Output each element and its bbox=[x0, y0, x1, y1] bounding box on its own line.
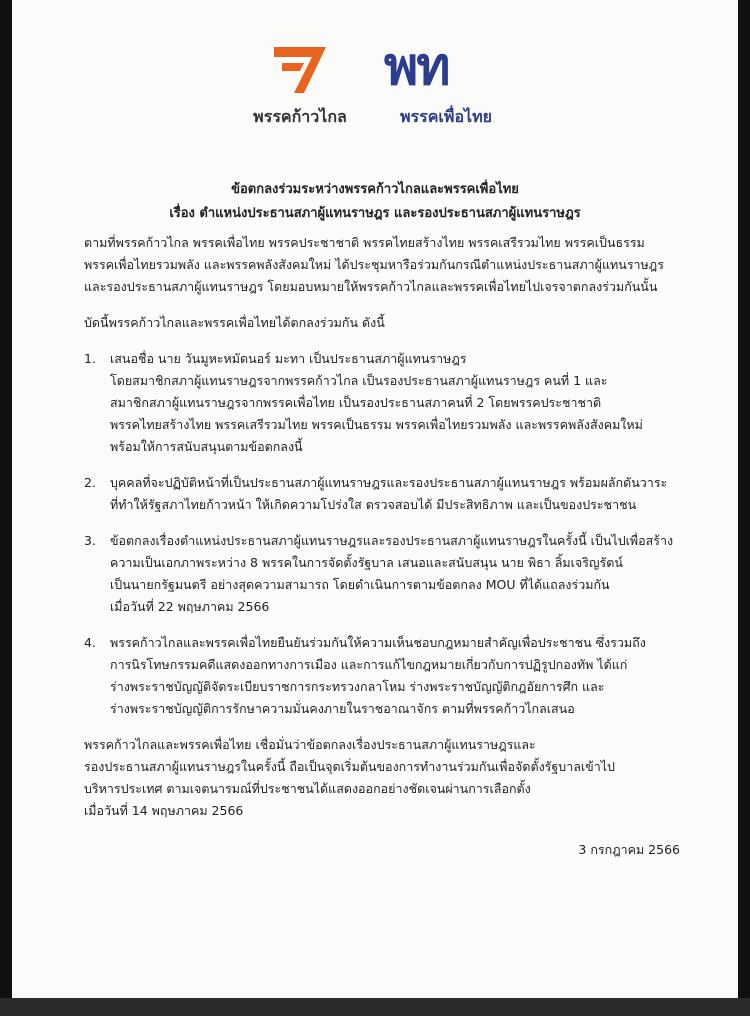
item-line: สมาชิกสภาผู้แทนราษฎรจากพรรคเพื่อไทย เป็นรองประธานสภาคนที่ 2 โดยพรรคประชาชาติ bbox=[110, 395, 602, 410]
item-number: 1. bbox=[84, 351, 96, 366]
intro-line: และรองประธานสภาผู้แทนราษฎร โดยมอบหมายให้พรรคก้าวไกลและพรรคเพื่อไทยไปเจรจาตกลงร่วมกันนั้น bbox=[84, 279, 658, 294]
agreement-item-1 bbox=[84, 348, 680, 458]
item-line: การนิรโทษกรรมคดีแสดงออกทางการเมือง และการแก้ไขกฎหมายเกี่ยวกับการปฏิรูปกองทัพ ได้แก่ bbox=[110, 657, 628, 672]
intro-paragraph bbox=[84, 232, 680, 298]
photo-border-bottom bbox=[0, 998, 750, 1016]
item-line: พรรคก้าวไกลและพรรคเพื่อไทยยืนยันร่วมกันให้ความเห็นชอบกฎหมายสำคัญเพื่อประชาชน ซึ่งรวมถึง bbox=[110, 635, 646, 650]
agreement-item-2 bbox=[84, 472, 680, 516]
document-page bbox=[12, 0, 738, 998]
item-number: 4. bbox=[84, 635, 96, 650]
agreement-item-4 bbox=[84, 632, 680, 720]
item-line: ร่างพระราชบัญญัติการรักษาความมั่นคงภายในราชอาณาจักร ตามที่พรรคก้าวไกลเสนอ bbox=[110, 701, 575, 716]
item-line: ข้อตกลงเรื่องตำแหน่งประธานสภาผู้แทนราษฎรและรองประธานสภาผู้แทนราษฎรในครั้งนี้ เป็นไปเพื่อสร้าง bbox=[110, 533, 674, 548]
item-line: บุคคลที่จะปฏิบัติหน้าที่เป็นประธานสภาผู้แทนราษฎรและรองประธานสภาผู้แทนราษฎร พร้อมผลักดันวาระ bbox=[110, 475, 668, 490]
pheu-thai-logo bbox=[382, 37, 510, 130]
item-line: พรรคไทยสร้างไทย พรรคเสรีรวมไทย พรรคเป็นธรรม พรรคเพื่อไทยรวมพลัง และพรรคพลังสังคมใหม่ bbox=[110, 417, 643, 432]
closing-line: พรรคก้าวไกลและพรรคเพื่อไทย เชื่อมั่นว่าข้อตกลงเรื่องประธานสภาผู้แทนราษฎรและ bbox=[84, 737, 536, 752]
move-forward-logo bbox=[240, 45, 360, 130]
document-title bbox=[12, 178, 738, 226]
item-line: เสนอชื่อ นาย วันมูหะหมัดนอร์ มะทา เป็นประธานสภาผู้แทนราษฎร bbox=[110, 351, 467, 366]
document-date: 3 กรกฎาคม 2566 bbox=[578, 842, 680, 857]
item-line: พร้อมให้การสนับสนุนตามข้อตกลงนี้ bbox=[110, 439, 303, 454]
closing-line: รองประธานสภาผู้แทนราษฎรในครั้งนี้ ถือเป็นจุดเริ่มต้นของการทำงานร่วมกันเพื่อจัดตั้งรัฐบาลเข้าไป bbox=[84, 759, 615, 774]
title-subject: เรื่อง ตำแหน่งประธานสภาผู้แทนราษฎร และรองประธานสภาผู้แทนราษฎร bbox=[169, 206, 581, 221]
item-line: โดยสมาชิกสภาผู้แทนราษฎรจากพรรคก้าวไกล เป็นรองประธานสภาผู้แทนราษฎร คนที่ 1 และ bbox=[110, 373, 608, 388]
closing-paragraph bbox=[84, 734, 680, 822]
move-forward-emblem-icon bbox=[270, 45, 330, 95]
item-number: 3. bbox=[84, 533, 96, 548]
pheu-thai-mark: พท bbox=[384, 37, 449, 97]
logo-row bbox=[12, 37, 738, 135]
item-line: เมื่อวันที่ 22 พฤษภาคม 2566 bbox=[110, 599, 270, 614]
move-forward-name: พรรคก้าวไกล bbox=[253, 107, 347, 126]
intro-line: พรรคเพื่อไทยรวมพลัง และพรรคพลังสังคมใหม่ ได้ประชุมหารือร่วมกันกรณีตำแหน่งประธานสภาผู้แทนราษฎร bbox=[84, 257, 664, 272]
document-body bbox=[84, 232, 680, 822]
item-line: เป็นนายกรัฐมนตรี อย่างสุดความสามารถ โดยดำเนินการตามข้อตกลง MOU ที่ได้แถลงร่วมกัน bbox=[110, 577, 610, 592]
closing-line: เมื่อวันที่ 14 พฤษภาคม 2566 bbox=[84, 803, 244, 818]
item-line: ที่ทำให้รัฐสภาไทยก้าวหน้า ให้เกิดความโปร่งใส ตรวจสอบได้ มีประสิทธิภาพ และเป็นของประชาชน bbox=[110, 497, 637, 512]
closing-line: บริหารประเทศ ตามเจตนารมณ์ที่ประชาชนได้แสดงออกอย่างชัดเจนผ่านการเลือกตั้ง bbox=[84, 781, 531, 796]
item-number: 2. bbox=[84, 475, 96, 490]
intro-line: ตามที่พรรคก้าวไกล พรรคเพื่อไทย พรรคประชาชาติ พรรคไทยสร้างไทย พรรคเสรีรวมไทย พรรคเป็นธรรม bbox=[84, 235, 645, 250]
item-line: ความเป็นเอกภาพระหว่าง 8 พรรคในการจัดตั้งรัฐบาล เสนอและสนับสนุน นาย พิธา ลิ้มเจริญรัตน์ bbox=[110, 555, 623, 570]
photo-border-right bbox=[738, 0, 750, 1016]
title-line: ข้อตกลงร่วมระหว่างพรรคก้าวไกลและพรรคเพื่อไทย bbox=[231, 182, 519, 197]
photo-border-left bbox=[0, 0, 12, 1016]
agreement-item-3 bbox=[84, 530, 680, 618]
item-line: ร่างพระราชบัญญัติจัดระเบียบราชการกระทรวงกลาโหม ร่างพระราชบัญญัติกฎอัยการศึก และ bbox=[110, 679, 605, 694]
pheu-thai-name: พรรคเพื่อไทย bbox=[399, 107, 493, 126]
lead-paragraph: บัดนี้พรรคก้าวไกลและพรรคเพื่อไทยได้ตกลงร่วมกัน ดังนี้ bbox=[84, 315, 385, 330]
